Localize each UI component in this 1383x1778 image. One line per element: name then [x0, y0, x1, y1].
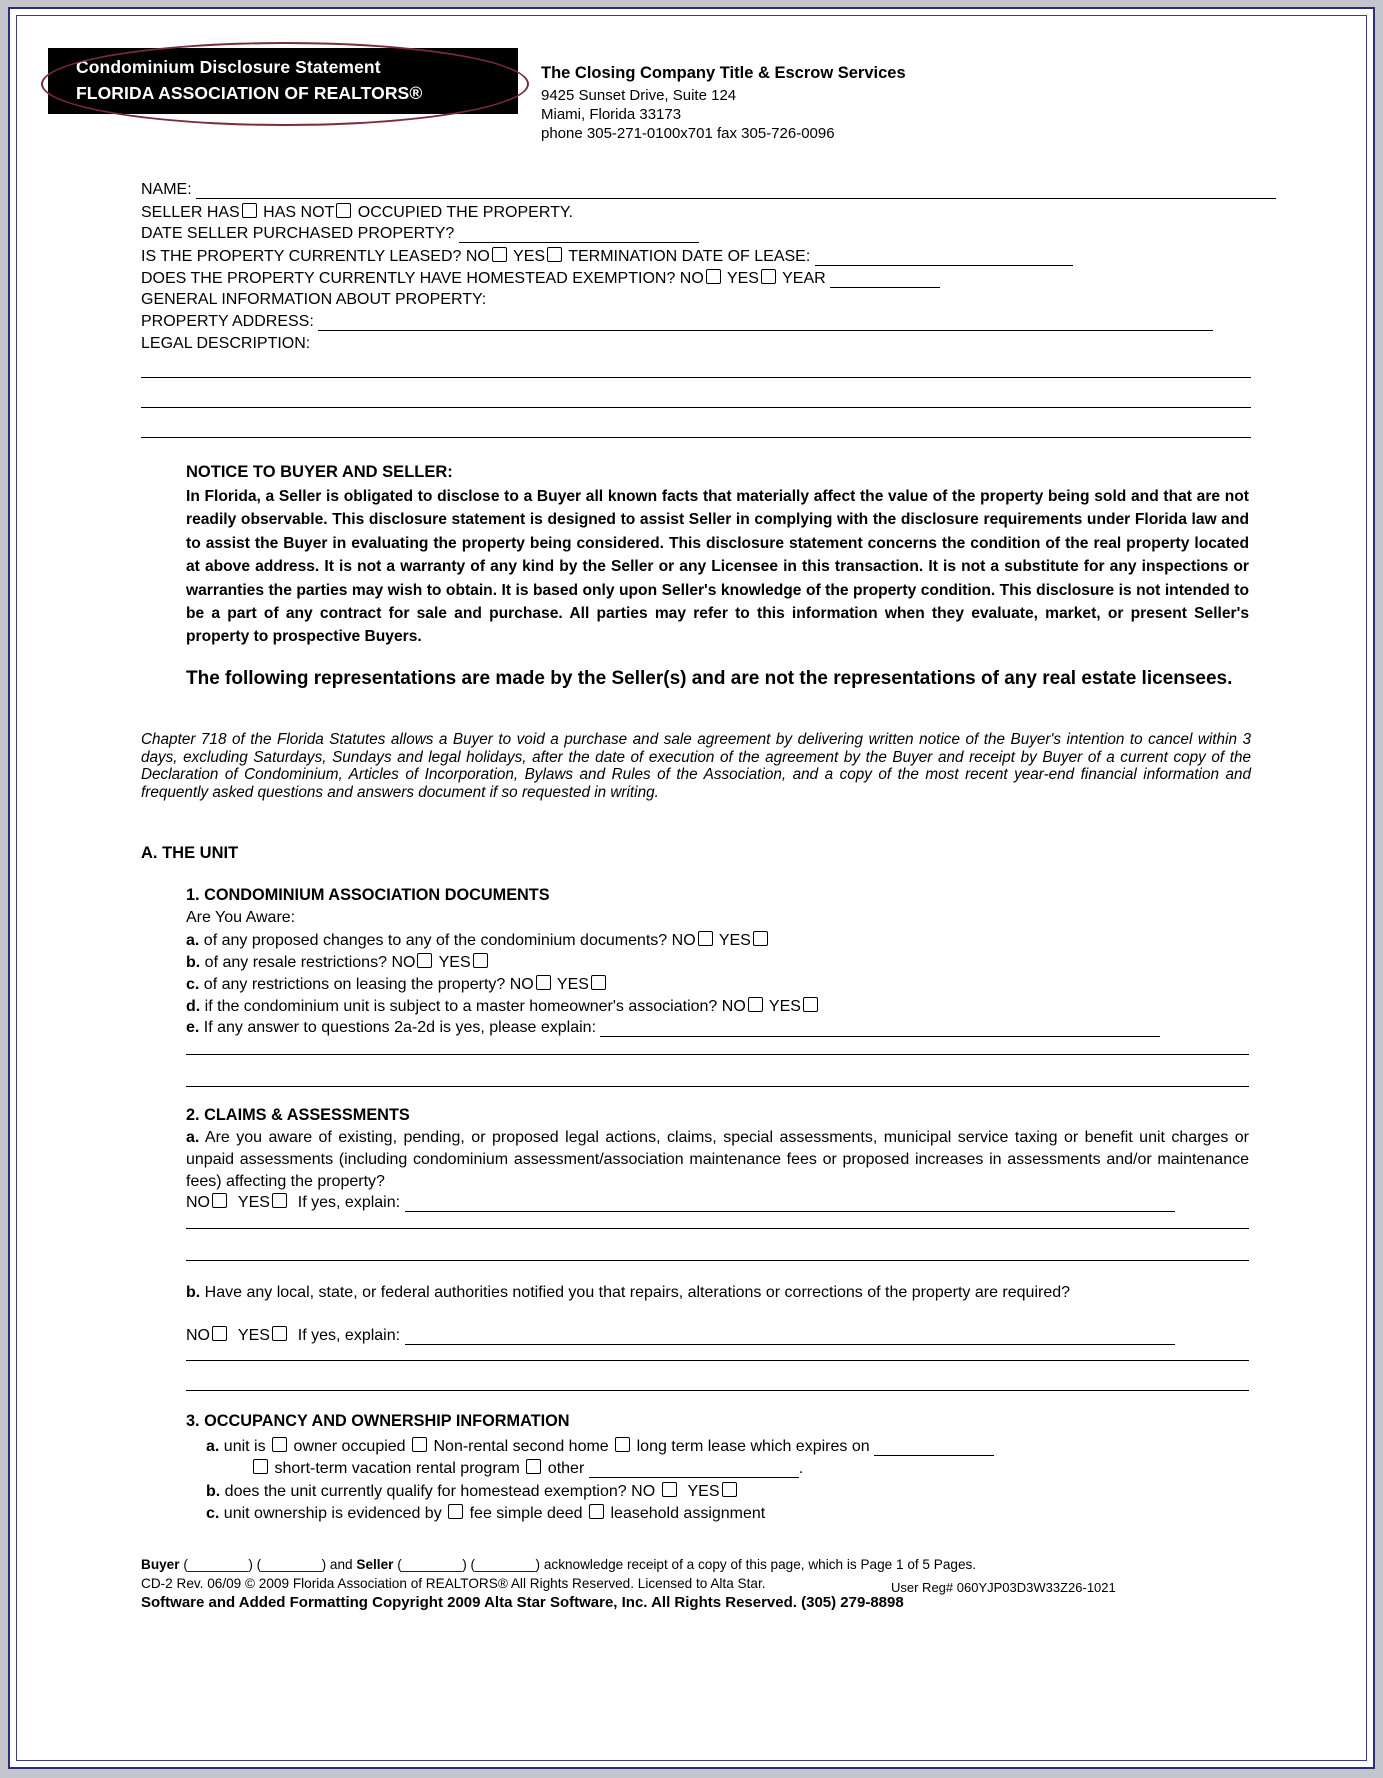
question-3b-no-label: NO — [631, 1483, 656, 1500]
question-1b-yes-label: YES — [438, 954, 471, 971]
form-title-line2: FLORIDA ASSOCIATION OF REALTORS® — [76, 83, 423, 103]
question-2a-answer-row — [186, 1193, 1175, 1212]
question-3c-opt1-label: fee simple deed — [469, 1505, 583, 1522]
question-1b-no-checkbox[interactable] — [417, 953, 432, 968]
notice-representations-text: The following representations are made by the Seller(s) and are not the representations of any real estate licensees. — [186, 668, 1233, 689]
date-purchased-row — [141, 225, 699, 243]
year-label: YEAR — [782, 270, 826, 287]
company-name: The Closing Company Title & Escrow Services — [541, 64, 906, 82]
question-1b-prefix: b. — [186, 954, 201, 971]
question-2a-explain-label: If yes, explain: — [297, 1194, 401, 1211]
general-info-row — [141, 291, 486, 309]
homestead-label: DOES THE PROPERTY CURRENTLY HAVE HOMESTEAD EXEMPTION? — [141, 270, 676, 287]
question-2a-prefix: a. — [186, 1129, 200, 1146]
legal-description-line-1[interactable] — [141, 377, 1251, 378]
question-1a-text: of any proposed changes to any of the condominium documents? — [203, 932, 668, 949]
section-a1-heading: 1. CONDOMINIUM ASSOCIATION DOCUMENTS — [186, 886, 550, 904]
question-1d-yes-checkbox[interactable] — [803, 997, 818, 1012]
section-a-heading: A. THE UNIT — [141, 844, 239, 862]
question-3a-other-input[interactable] — [589, 1463, 799, 1478]
question-3c-leasehold-checkbox[interactable] — [589, 1504, 604, 1519]
notice-heading: NOTICE TO BUYER AND SELLER: — [186, 463, 453, 481]
footer-buyer-blanks: (________) (________) and — [183, 1557, 353, 1572]
question-1c-no-checkbox[interactable] — [536, 975, 551, 990]
question-2b-explain-input[interactable] — [405, 1330, 1175, 1345]
seller-hasnot-checkbox[interactable] — [336, 203, 351, 218]
question-3a-opt3-label: long term lease which expires on — [636, 1438, 870, 1455]
document-sheet — [31, 26, 1347, 1738]
question-1b-text: of any resale restrictions? — [204, 954, 387, 971]
question-1c-yes-label: YES — [556, 976, 589, 993]
question-2a-line-3[interactable] — [186, 1260, 1249, 1261]
question-3c — [206, 1504, 765, 1523]
question-2a-line-2[interactable] — [186, 1228, 1249, 1229]
question-3a-second-home-checkbox[interactable] — [412, 1437, 427, 1452]
question-3a-other-checkbox[interactable] — [526, 1459, 541, 1474]
legal-description-label: LEGAL DESCRIPTION: — [141, 335, 311, 352]
question-1b-yes-checkbox[interactable] — [473, 953, 488, 968]
question-2b-no-checkbox[interactable] — [212, 1326, 227, 1341]
question-1a-yes-label: YES — [718, 932, 751, 949]
legal-description-row — [141, 335, 310, 353]
company-city-state-zip: Miami, Florida 33173 — [541, 106, 682, 123]
footer-user-registration: User Reg# 060YJP03D3W33Z26-1021 — [891, 1580, 1116, 1595]
question-3a-opt2-label: Non-rental second home — [433, 1438, 609, 1455]
question-1a — [186, 931, 770, 950]
question-1e-line-3[interactable] — [186, 1086, 1249, 1087]
question-1c-no-label: NO — [509, 976, 534, 993]
question-3a-owner-occupied-checkbox[interactable] — [272, 1437, 287, 1452]
document-outer-border — [8, 7, 1375, 1769]
footer-copyright-line: CD-2 Rev. 06/09 © 2009 Florida Association of REALTORS® All Rights Reserved. Licensed to Alta Star. — [141, 1576, 766, 1591]
footer-seller-label: Seller — [356, 1557, 394, 1572]
question-3c-text: unit ownership is evidenced by — [223, 1505, 442, 1522]
question-2b-text-block — [186, 1282, 1249, 1304]
company-address: 9425 Sunset Drive, Suite 124 — [541, 87, 737, 104]
question-1d-no-checkbox[interactable] — [748, 997, 763, 1012]
question-1e-text: If any answer to questions 2a-2d is yes, please explain: — [203, 1019, 597, 1036]
question-3c-prefix: c. — [206, 1505, 220, 1522]
question-2a-yes-checkbox[interactable] — [272, 1193, 287, 1208]
question-3a-long-term-lease-checkbox[interactable] — [615, 1437, 630, 1452]
company-phone-fax: phone 305-271-0100x701 fax 305-726-0096 — [541, 125, 835, 142]
homestead-year-input[interactable] — [830, 273, 940, 288]
section-a3-heading: 3. OCCUPANCY AND OWNERSHIP INFORMATION — [186, 1412, 570, 1430]
homestead-yes-label: YES — [726, 270, 759, 287]
question-1c — [186, 975, 608, 994]
question-1b-no-label: NO — [391, 954, 416, 971]
question-2b-explain-label: If yes, explain: — [297, 1327, 401, 1344]
homestead-no-label: NO — [679, 270, 704, 287]
form-title-line1: Condominium Disclosure Statement — [76, 57, 381, 77]
currently-leased-row — [141, 247, 1073, 266]
leased-no-checkbox[interactable] — [492, 247, 507, 262]
legal-description-line-2[interactable] — [141, 407, 1251, 408]
question-3a-opt1-label: owner occupied — [293, 1438, 406, 1455]
property-address-row — [141, 313, 1213, 331]
question-1c-prefix: c. — [186, 976, 200, 993]
question-2a-yes-label: YES — [237, 1194, 270, 1211]
question-2b-yes-checkbox[interactable] — [272, 1326, 287, 1341]
question-1e-explain-input[interactable] — [600, 1022, 1160, 1037]
notice-body-text: In Florida, a Seller is obligated to disclose to a Buyer all known facts that materially affect the value of the property being sold and that are not readily observable. This disclosure statement is designed to assist Seller in complying with the disclosure requirements under Florida law and to assist the Buyer in evaluating the property being considered. This disclosure statement concerns the condition of the real property located at above address. It is not a warranty of any kind by the Seller or any Licensee in this transaction. It is not a substitute for any inspections or warranties the parties may wish to obtain. It is based only upon Seller's knowledge of the property condition. This disclosure is not intended to be a part of any contract for sale and purchase. All parties may refer to this information when they evaluate, market, or present Seller's property to prospective Buyers. — [186, 488, 1249, 646]
occupied-property-label: OCCUPIED THE PROPERTY. — [357, 204, 573, 221]
question-3c-opt2-label: leasehold assignment — [610, 1505, 766, 1522]
question-2a-text-block — [186, 1127, 1249, 1193]
question-3b-no-checkbox[interactable] — [662, 1482, 677, 1497]
seller-has-label: SELLER HAS — [141, 204, 240, 221]
question-2b-prefix: b. — [186, 1284, 201, 1301]
question-2a-no-checkbox[interactable] — [212, 1193, 227, 1208]
leased-yes-label: YES — [513, 248, 546, 265]
name-label: NAME: — [141, 181, 192, 198]
question-2a-explain-input[interactable] — [405, 1197, 1175, 1212]
general-info-label: GENERAL INFORMATION ABOUT PROPERTY: — [141, 291, 487, 308]
leased-yes-checkbox[interactable] — [547, 247, 562, 262]
question-3b — [206, 1482, 739, 1501]
footer-seller-blanks: (________) (________) acknowledge receipt of a copy of this page, which is Page 1 of 5 Pages. — [397, 1557, 977, 1572]
homestead-yes-checkbox[interactable] — [761, 269, 776, 284]
question-1a-no-label: NO — [671, 932, 696, 949]
property-address-label: PROPERTY ADDRESS: — [141, 313, 314, 330]
section-a2-heading: 2. CLAIMS & ASSESSMENTS — [186, 1106, 410, 1124]
question-1e — [186, 1019, 1160, 1037]
question-1d-prefix: d. — [186, 998, 201, 1015]
question-3b-yes-label: YES — [687, 1483, 720, 1500]
question-3b-text: does the unit currently qualify for homestead exemption? — [224, 1483, 627, 1500]
company-info-block — [541, 64, 1241, 143]
question-1c-text: of any restrictions on leasing the property? — [203, 976, 506, 993]
footer-buyer-label: Buyer — [141, 1557, 180, 1572]
date-purchased-label: DATE SELLER PURCHASED PROPERTY? — [141, 225, 455, 242]
section-a1-aware-label: Are You Aware: — [186, 909, 296, 926]
question-1d-no-label: NO — [721, 998, 746, 1015]
question-3a-prefix: a. — [206, 1438, 220, 1455]
homestead-no-checkbox[interactable] — [706, 269, 721, 284]
seller-occupancy-row — [141, 203, 573, 222]
question-1a-yes-checkbox[interactable] — [753, 931, 768, 946]
question-3a-vacation-rental-checkbox[interactable] — [253, 1459, 268, 1474]
question-2a-no-label: NO — [186, 1194, 210, 1211]
leased-no-label: NO — [465, 248, 490, 265]
question-1a-prefix: a. — [186, 932, 200, 949]
question-1e-line-2[interactable] — [186, 1054, 1249, 1055]
property-address-input[interactable] — [318, 316, 1213, 331]
question-3c-fee-simple-checkbox[interactable] — [448, 1504, 463, 1519]
footer-software-line: Software and Added Formatting Copyright 2009 Alta Star Software, Inc. All Rights Reserved. (305) 279-8898 — [141, 1594, 904, 1611]
question-1a-no-checkbox[interactable] — [698, 931, 713, 946]
seller-hasnot-label: HAS NOT — [263, 204, 335, 221]
question-2b-text: Have any local, state, or federal authorities notified you that repairs, alterations or corrections of the property are required? — [204, 1284, 1071, 1301]
question-1d-text: if the condominium unit is subject to a master homeowner's association? — [204, 998, 718, 1015]
question-3b-yes-checkbox[interactable] — [722, 1482, 737, 1497]
question-3a-text: unit is — [223, 1438, 266, 1455]
termination-label: TERMINATION DATE OF LEASE: — [568, 248, 811, 265]
termination-date-input[interactable] — [815, 251, 1073, 266]
question-2a-text: Are you aware of existing, pending, or proposed legal actions, claims, special assessments, municipal service taxing or benefit unit charges or unpaid assessments (including condominium assessment/association maintenance fees or proposed increases in assessments and/or maintenance fees) affecting the property? — [186, 1129, 1250, 1190]
question-3a-opt4-label: short-term vacation rental program — [274, 1460, 520, 1477]
date-purchased-input[interactable] — [459, 228, 699, 243]
currently-leased-label: IS THE PROPERTY CURRENTLY LEASED? — [141, 248, 462, 265]
legal-description-line-3[interactable] — [141, 437, 1251, 438]
document-inner-border — [16, 15, 1367, 1761]
question-1b — [186, 953, 490, 972]
question-3a-line2: short-term vacation rental program other . — [251, 1459, 803, 1478]
name-field-row — [141, 181, 1276, 199]
form-title-banner — [48, 48, 518, 114]
question-3b-prefix: b. — [206, 1483, 221, 1500]
question-2b-line-3[interactable] — [186, 1390, 1249, 1391]
footer-acknowledgement-line — [141, 1557, 1261, 1572]
question-2b-answer-row — [186, 1326, 1175, 1345]
question-2b-yes-label: YES — [237, 1327, 270, 1344]
question-3a-opt5-label: other — [547, 1460, 585, 1477]
name-input[interactable] — [196, 184, 1276, 199]
question-1d — [186, 997, 820, 1016]
question-1c-yes-checkbox[interactable] — [591, 975, 606, 990]
question-3a — [206, 1437, 994, 1456]
question-3a-lease-expires-input[interactable] — [874, 1441, 994, 1456]
homestead-exemption-row — [141, 269, 940, 288]
question-2b-no-label: NO — [186, 1327, 210, 1344]
seller-has-checkbox[interactable] — [242, 203, 257, 218]
chapter-718-text: Chapter 718 of the Florida Statutes allows a Buyer to void a purchase and sale agreement by delivering written notice of the Buyer's intention to cancel within 3 days, excluding Saturdays, Sundays and legal holidays, after the date of execution of the agreement by the Buyer and receipt by Buyer of a current copy of the Declaration of Condominium, Articles of Incorporation, Bylaws and Rules of the Association, and a copy of the most recent year-end financial information and frequently asked questions and answers document if so requested in writing. — [141, 731, 1251, 801]
question-1e-prefix: e. — [186, 1019, 200, 1036]
question-1d-yes-label: YES — [768, 998, 801, 1015]
question-2b-line-2[interactable] — [186, 1360, 1249, 1361]
